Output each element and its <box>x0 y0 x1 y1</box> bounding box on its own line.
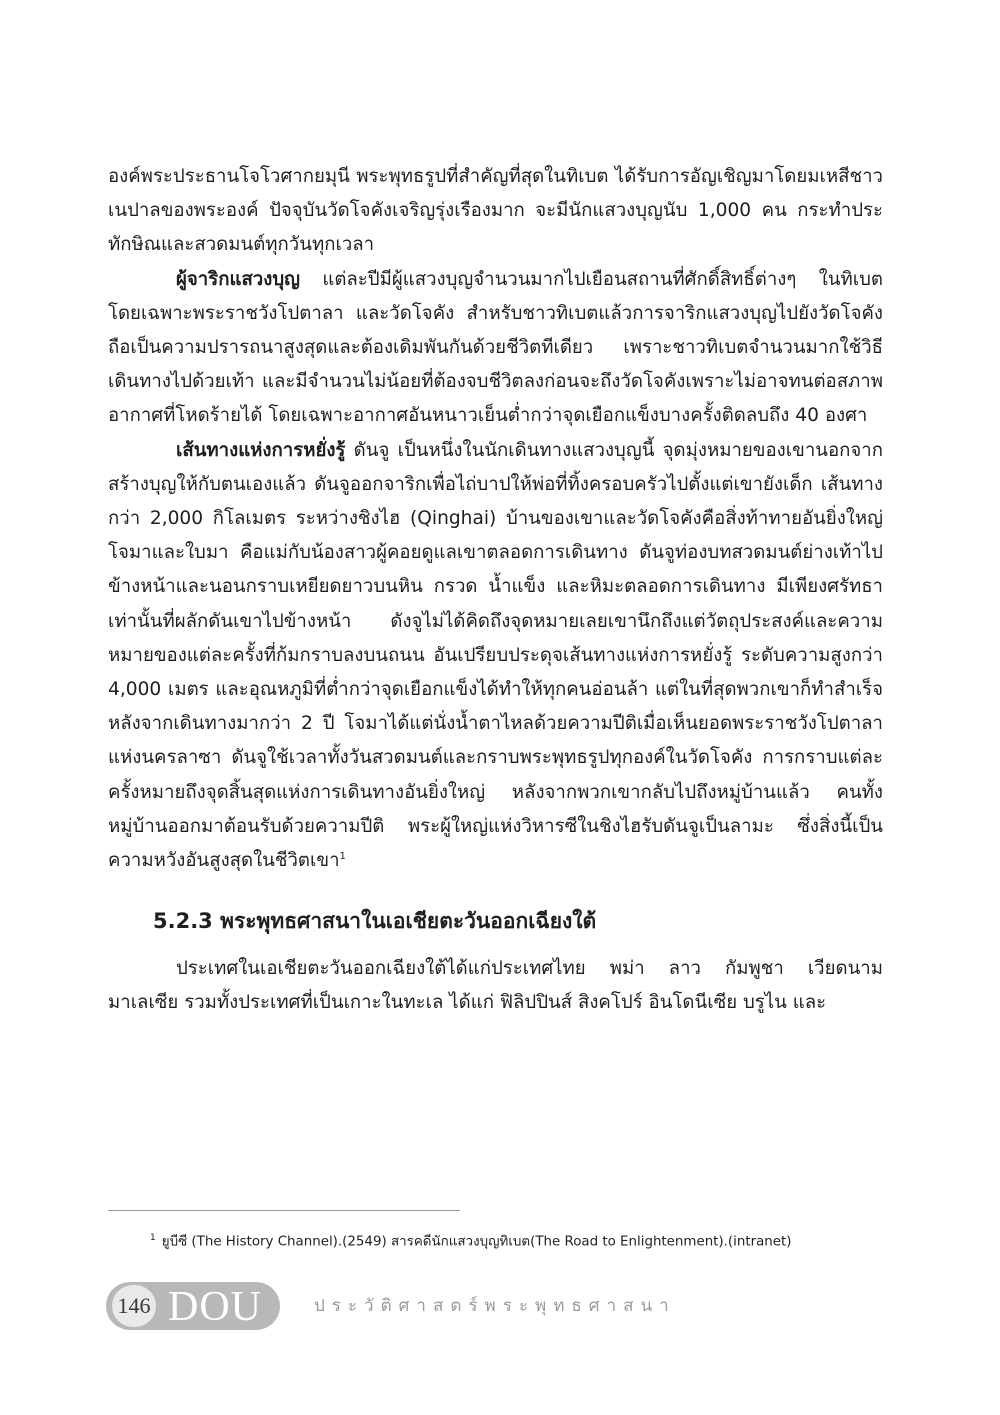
brand-logo: DOU <box>168 1284 262 1330</box>
paragraph-1: องค์พระประธานโจโวศากยมุนี พระพุทธรูปที่สำคัญที่สุดในทิเบต ได้รับการอัญเชิญมาโดยมเหสีชาวเนปาลของพระองค์ ปัจจุบันวัดโจคังเจริญรุ่งเรืองมาก จะมีนักแสวงบุญนับ 1,000 คน กระทำประทักษิณและสวดมนต์ทุกวันทุกเวลา <box>108 166 883 256</box>
paragraph-path-text: ดันจู เป็นหนึ่งในนักเดินทางแสวงบุญนี้ จุดมุ่งหมายของเขานอกจากสร้างบุญให้กับตนเองแล้ว ดันจูออกจาริกเพื่อไถ่บาปให้พ่อที่ทิ้งครอบครัวไปตั้งแต่เขายังเด็ก เส้นทางกว่า 2,000 กิโลเมตร ระหว่างชิงไฮ (Qinghai) บ้านของเขาและวัดโจคังคือสิ่งท้าทายอันยิ่งใหญ่ โจมาและใบมา คือแม่กับน้องสาวผู้คอยดูแลเขาตลอดการเดินทาง ดันจูท่องบทสวดมนต์ย่างเท้าไปข้างหน้าและนอนกราบเหยียดยาวบนหิน กรวด น้ำแข็ง และหิมะตลอดการเดินทาง มีเพียงศรัทธาเท่านั้นที่ผลักดันเขาไปข้างหน้า ดังจูไม่ได้คิดถึงจุดหมายเลยเขานึกถึงแต่วัตถุประสงค์และความหมายของแต่ละครั้งที่ก้มกราบลงบนถนน อันเปรียบประดุจเส้นทางแห่งการหยั่งรู้ ระดับความสูงกว่า 4,000 เมตร และอุณหภูมิที่ต่ำกว่าจุดเยือกแข็งได้ทำให้ทุกคนอ่อนล้า แต่ในที่สุดพวกเขาก็ทำสำเร็จหลังจากเดินทางมากว่า 2 ปี โจมาได้แต่นั่งน้ำตาไหลด้วยความปีติเมื่อเห็นยอดพระราชวังโปตาลาแห่งนครลาซา ดันจูใช้เวลาทั้งวันสวดมนต์และกราบพระพุทธรูปทุกองค์ในวัดโจคัง การกราบแต่ละครั้งหมายถึงจุดสิ้นสุดแห่งการเดินทางอันยิ่งใหญ่ หลังจากพวกเขากลับไปถึงหมู่บ้านแล้ว คนทั้งหมู่บ้านออกมาต้อนรับด้วยความปีติ พระผู้ใหญ่แห่งวิหารซีในชิงไฮรับดันจูเป็นลามะ ซึ่งสิ่งนี้เป็นความหวังอันสูงสุดในชีวิตเขา <box>108 439 883 872</box>
paragraph-pilgrims <box>108 263 883 434</box>
footnote-marker: 1 <box>150 1233 156 1243</box>
footnote <box>150 1229 910 1251</box>
section-heading: 5.2.3 พระพุทธศาสนาในเอเชียตะวันออกเฉียงใต้ <box>153 909 597 934</box>
footer-badge <box>106 1282 280 1330</box>
paragraph-southeast-asia: ประเทศในเอเชียตะวันออกเฉียงใต้ได้แก่ประเทศไทย พม่า ลาว กัมพูชา เวียดนาม มาเลเซีย รวมทั้งประเทศที่เป็นเกาะในทะเล ได้แก่ ฟิลิปปินส์ สิงคโปร์ อินโดนีเซีย บรูไน และ <box>108 958 883 1014</box>
page-footer <box>106 1282 906 1330</box>
paragraph-path <box>108 434 883 879</box>
book-title: ประวัติศาสตร์พระพุทธศาสนา <box>314 1296 676 1316</box>
page-body <box>108 160 883 1021</box>
paragraph-pilgrims-text: แต่ละปีมีผู้แสวงบุญจำนวนมากไปเยือนสถานที่ศักดิ์สิทธิ์ต่างๆ ในทิเบตโดยเฉพาะพระราชวังโปตาลา และวัดโจคัง สำหรับชาวทิเบตแล้วการจาริกแสวงบุญไปยังวัดโจคังถือเป็นความปรารถนาสูงสุดและต้องเดิมพันกันด้วยชีวิตทีเดียว เพราะชาวทิเบตจำนวนมากใช้วิธีเดินทางไปด้วยเท้า และมีจำนวนไม่น้อยที่ต้องจบชีวิตลงก่อนจะถึงวัดโจคังเพราะไม่อาจทนต่อสภาพอากาศที่โหดร้ายได้ โดยเฉพาะอากาศอันหนาวเย็นต่ำกว่าจุดเยือกแข็งบางครั้งติดลบถึง 40 องศา <box>108 268 883 427</box>
paragraph-path-lead: เส้นทางแห่งการหยั่งรู้ <box>176 439 346 461</box>
footnote-text: ยูบีซี (The History Channel).(2549) สารคดีนักแสวงบุญทิเบต(The Road to Enlightenment).(intranet) <box>161 1234 792 1250</box>
footnote-divider <box>108 1210 460 1211</box>
page-number: 146 <box>112 1285 156 1327</box>
paragraph-pilgrims-lead: ผู้จาริกแสวงบุญ <box>176 268 300 290</box>
footnote-reference[interactable]: 1 <box>339 850 346 862</box>
